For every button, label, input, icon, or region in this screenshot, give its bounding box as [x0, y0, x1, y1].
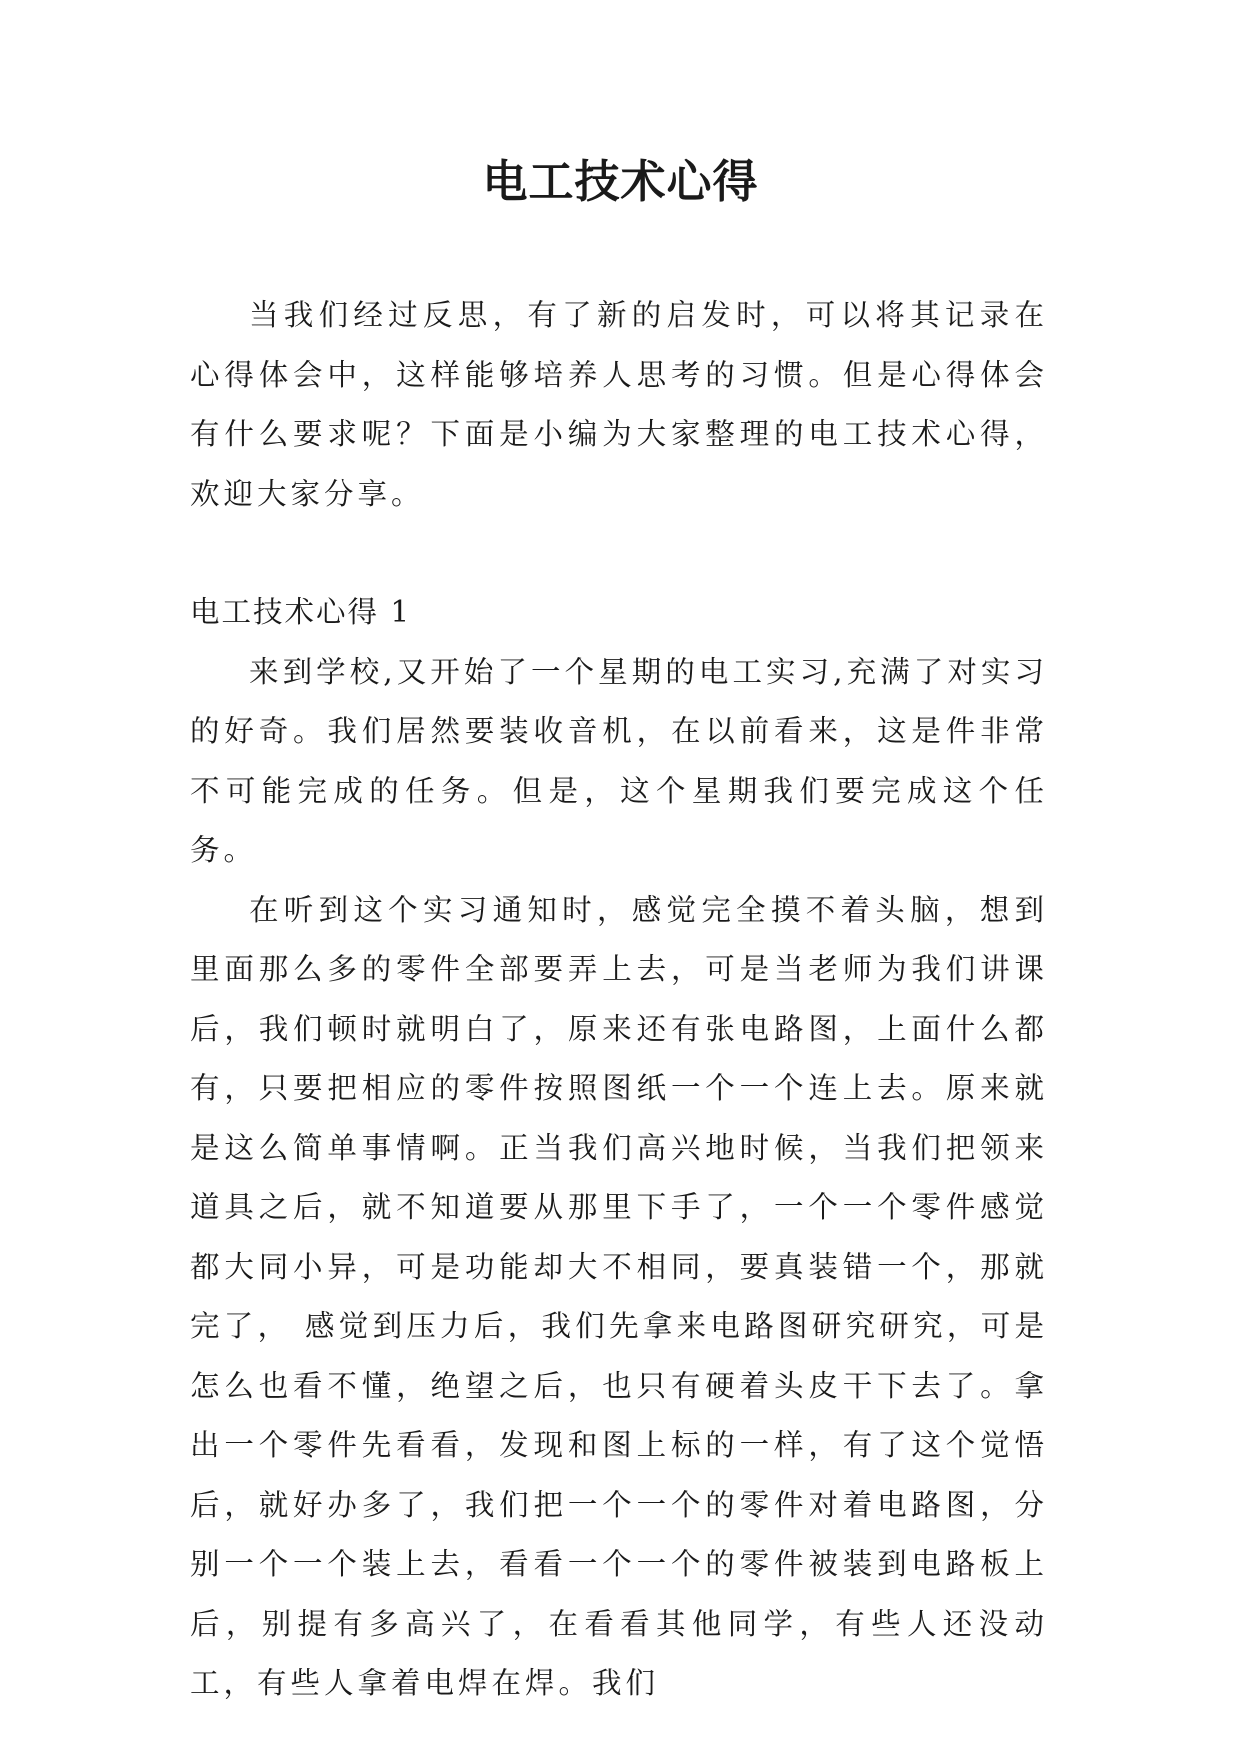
document-title: 电工技术心得 — [482, 155, 759, 208]
section-heading: 电工技术心得 1 — [190, 595, 412, 629]
intro-paragraph: 当我们经过反思，有了新的启发时，可以将其记录在心得体会中，这样能够培养人思考的习惯。但是心得体会有什么要求呢？下面是小编为大家整理的电工技术心得，欢迎大家分享。 — [190, 298, 1048, 511]
body-paragraph-1: 来到学校,又开始了一个星期的电工实习,充满了对实习的好奇。我们居然要装收音机，在以前看来，这是件非常不可能完成的任务。但是，这个星期我们要完成这个任务。 — [190, 654, 1048, 867]
body-paragraph-2: 在听到这个实习通知时，感觉完全摸不着头脑，想到里面那么多的零件全部要弄上去，可是当老师为我们讲课后，我们顿时就明白了，原来还有张电路图，上面什么都有，只要把相应的零件按照图纸一个一个连上去。原来就是这么简单事情啊。正当我们高兴地时候，当我们把领来道具之后，就不知道要从那里下手了，一个一个零件感觉都大同小异，可是功能却大不相同，要真装错一个，那就完了， 感觉到压力后，我们先拿来电路图研究研究，可是怎么也看不懂，绝望之后，也只有硬着头皮干下去了。拿出一个零件先看看，发现和图上标的一样，有了这个觉悟后，就好办多了，我们把一个一个的零件对着电路图，分别一个一个装上去，看看一个一个的零件被装到电路板上后，别提有多高兴了，在看看其他同学，有些人还没动工，有些人拿着电焊在焊。我们 — [190, 892, 1048, 1700]
section-1 — [190, 583, 1048, 1714]
